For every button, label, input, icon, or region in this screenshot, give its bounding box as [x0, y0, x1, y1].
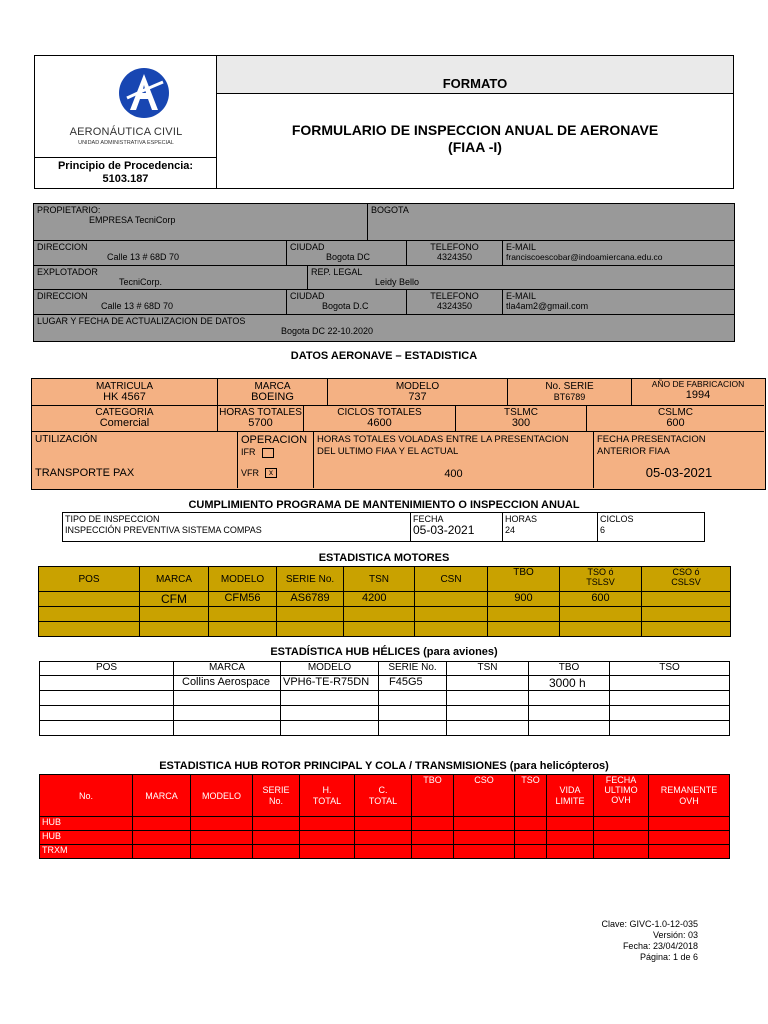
- ciudad-cell: [287, 241, 407, 266]
- rotor-col-tbo: TBO: [412, 775, 454, 817]
- footer-fecha: Fecha: 23/04/2018: [622, 941, 698, 951]
- table-cell: [253, 817, 300, 831]
- fecha-presentacion-label-2: ANTERIOR FIAA: [597, 446, 670, 457]
- table-cell: [454, 831, 515, 845]
- horas-totales-cell: [218, 406, 304, 432]
- table-cell: [140, 622, 209, 637]
- telefono-label: TELEFONO: [430, 242, 479, 252]
- matricula-label: MATRICULA: [95, 381, 154, 392]
- categoria-label: CATEGORIA: [95, 407, 154, 418]
- table-row: [40, 676, 730, 691]
- table-row: [40, 721, 730, 736]
- org-subtitle: UNIDAD ADMINISTRATIVA ESPECIAL: [78, 140, 174, 146]
- rotor-header-row: [40, 775, 730, 817]
- lugar-fecha-label: LUGAR Y FECHA DE ACTUALIZACION DE DATOS: [37, 316, 246, 326]
- serie-label: No. SERIE: [545, 381, 594, 392]
- fecha-inspeccion-value: 05-03-2021: [413, 523, 475, 537]
- marca-cell: [218, 379, 328, 406]
- operacion-cell: [238, 432, 314, 488]
- footer-pagina: Página: 1 de 6: [639, 952, 698, 962]
- serie-cell: [508, 379, 632, 406]
- rep-legal-cell: [308, 266, 734, 290]
- tslmc-value: 300: [511, 417, 531, 429]
- tipo-inspeccion-label: TIPO DE INSPECCION: [65, 514, 160, 524]
- rotor-col-marca: MARCA: [133, 775, 191, 817]
- table-cell: [415, 592, 488, 607]
- table-cell: [529, 706, 610, 721]
- ciudad2-cell: [287, 290, 407, 315]
- principio-label: Principio de Procedencia:: [57, 160, 194, 172]
- vfr-label: VFR: [241, 467, 259, 478]
- helices-col-modelo: MODELO: [281, 662, 379, 676]
- table-cell: [642, 592, 731, 607]
- tslmc-label: TSLMC: [504, 407, 538, 418]
- table-cell: HUB: [40, 817, 133, 831]
- motores-col-tbo: TBO: [488, 567, 560, 592]
- table-cell: [191, 845, 253, 859]
- email-value: franciscoescobar@indoamiercana.edu.co: [506, 252, 663, 262]
- table-cell: [515, 845, 547, 859]
- rotor-col-tso: TSO: [515, 775, 547, 817]
- table-row: [40, 845, 730, 859]
- telefono2-cell: [407, 290, 503, 315]
- direccion2-value: Calle 13 # 68D 70: [101, 301, 174, 311]
- modelo-cell: [328, 379, 508, 406]
- table-row: [40, 831, 730, 845]
- rep-legal-label: REP. LEGAL: [311, 267, 363, 277]
- helices-table: [39, 661, 730, 736]
- table-cell: AS6789: [277, 592, 344, 607]
- table-cell: [642, 607, 731, 622]
- ciudad2-value: Bogota D.C: [322, 301, 369, 311]
- table-cell: [447, 676, 529, 691]
- rotor-col-remanente: REMANENTE OVH: [649, 775, 730, 817]
- table-cell: [355, 817, 412, 831]
- table-cell: [547, 817, 594, 831]
- table-cell: 3000 h: [529, 676, 610, 691]
- table-cell: 900: [488, 592, 560, 607]
- datos-aeronave-title: DATOS AERONAVE – ESTADISTICA: [290, 350, 478, 362]
- fecha-presentacion-cell: [594, 432, 764, 488]
- table-cell: [447, 691, 529, 706]
- table-cell: [300, 845, 355, 859]
- helices-title: ESTADÍSTICA HUB HÉLICES (para aviones): [270, 646, 498, 658]
- table-cell: [454, 845, 515, 859]
- modelo-value: 737: [408, 391, 427, 403]
- table-row: [39, 622, 731, 637]
- motores-header-row: [39, 567, 731, 592]
- utilizacion-cell: [32, 432, 238, 488]
- table-cell: [560, 607, 642, 622]
- rep-legal-value: Leidy Bello: [375, 277, 420, 287]
- motores-col-marca: MARCA: [140, 567, 209, 592]
- ciclos-totales-label: CICLOS TOTALES: [337, 407, 422, 418]
- table-cell: CFM56: [209, 592, 277, 607]
- horas-totales-value: 5700: [248, 417, 273, 429]
- rotor-col-fecha-ovh: FECHA ULTIMO OVH: [594, 775, 649, 817]
- lugar-fecha-value: Bogota DC 22-10.2020: [281, 326, 374, 336]
- anio-label: AÑO DE FABRICACION: [651, 379, 745, 389]
- horas-voladas-value: 400: [444, 468, 463, 480]
- table-cell: TRXM: [40, 845, 133, 859]
- table-cell: [610, 721, 730, 736]
- horas-voladas-label-1: HORAS TOTALES VOLADAS ENTRE LA PRESENTACION: [317, 434, 569, 445]
- helices-header-row: [40, 662, 730, 676]
- direccion2-cell: [34, 290, 287, 315]
- ciclos-inspeccion-cell: [598, 513, 703, 541]
- horas-voladas-label-2: DEL ULTIMO FIAA Y EL ACTUAL: [317, 446, 459, 457]
- table-cell: [649, 817, 730, 831]
- horas-voladas-cell: [314, 432, 594, 488]
- rotor-col-h-total: H. TOTAL: [300, 775, 355, 817]
- ciudad-value: Bogota DC: [326, 252, 371, 262]
- helices-col-serie: SERIE No.: [379, 662, 447, 676]
- title-line-1: FORMULARIO DE INSPECCION ANUAL DE AERONAVE: [291, 122, 659, 138]
- table-cell: [547, 845, 594, 859]
- utilizacion-label: UTILIZACIÓN: [35, 434, 98, 445]
- ciudad-label: CIUDAD: [290, 242, 325, 252]
- table-cell: [174, 691, 281, 706]
- table-cell: CFM: [140, 592, 209, 607]
- anio-value: 1994: [685, 389, 711, 401]
- document-footer: [601, 919, 698, 963]
- fecha-presentacion-value: 05-03-2021: [645, 465, 713, 480]
- explotador-value: TecniCorp.: [119, 277, 163, 287]
- principio-procedencia: [35, 158, 217, 188]
- table-cell: [133, 817, 191, 831]
- table-cell: [447, 721, 529, 736]
- horas-inspeccion-cell: [503, 513, 598, 541]
- anio-cell: [632, 379, 764, 406]
- form-header: [34, 55, 734, 189]
- table-cell: [39, 622, 140, 637]
- table-cell: [174, 721, 281, 736]
- ciudad2-label: CIUDAD: [290, 291, 325, 301]
- table-cell: [415, 607, 488, 622]
- table-cell: [610, 691, 730, 706]
- rotor-col-serie: SERIE No.: [253, 775, 300, 817]
- ciclos-inspeccion-label: CICLOS: [600, 514, 634, 524]
- table-cell: [277, 622, 344, 637]
- table-cell: [547, 831, 594, 845]
- categoria-value: Comercial: [99, 417, 150, 429]
- table-cell: [412, 831, 454, 845]
- tipo-inspeccion-cell: [63, 513, 411, 541]
- propietario-cell: [34, 204, 368, 241]
- table-cell: [515, 831, 547, 845]
- email2-cell: [503, 290, 734, 315]
- table-cell: [281, 721, 379, 736]
- email2-value: tla4am2@gmail.com: [506, 301, 589, 311]
- logo-area: [35, 56, 217, 158]
- cslmc-value: 600: [666, 417, 685, 429]
- rotor-col-c-total: C. TOTAL: [355, 775, 412, 817]
- table-cell: [253, 845, 300, 859]
- table-row: [40, 817, 730, 831]
- table-cell: [594, 817, 649, 831]
- motores-col-cso: CSO ó CSLSV: [642, 567, 731, 592]
- direccion-label: DIRECCION: [37, 242, 88, 252]
- modelo-label: MODELO: [395, 381, 440, 392]
- ifr-checkbox[interactable]: [262, 448, 274, 458]
- rotor-col-cso: CSO: [454, 775, 515, 817]
- table-cell: [174, 706, 281, 721]
- footer-version: Versión: 03: [652, 930, 698, 940]
- table-row: [40, 691, 730, 706]
- matricula-cell: [32, 379, 218, 406]
- email2-label: E-MAIL: [506, 291, 537, 301]
- table-cell: [488, 622, 560, 637]
- table-cell: [40, 676, 174, 691]
- fecha-inspeccion-cell: [411, 513, 503, 541]
- telefono-value: 4324350: [436, 252, 473, 262]
- table-cell: [300, 817, 355, 831]
- operacion-label: OPERACION: [241, 434, 308, 446]
- fecha-presentacion-label-1: FECHA PRESENTACION: [597, 434, 706, 445]
- inspeccion-section: [62, 512, 705, 542]
- categoria-cell: [32, 406, 218, 432]
- table-cell: [281, 691, 379, 706]
- table-cell: [191, 817, 253, 831]
- horas-inspeccion-label: HORAS: [505, 514, 538, 524]
- table-cell: [209, 622, 277, 637]
- table-cell: [344, 607, 415, 622]
- table-cell: [379, 706, 447, 721]
- ciclos-totales-cell: [304, 406, 456, 432]
- marca-value: BOEING: [251, 391, 294, 403]
- rotor-title: ESTADISTICA HUB ROTOR PRINCIPAL Y COLA / TRANSMISIONES (para helicópteros): [159, 760, 609, 772]
- table-cell: F45G5: [379, 676, 447, 691]
- table-cell: [39, 607, 140, 622]
- cslmc-cell: [587, 406, 764, 432]
- table-cell: [529, 721, 610, 736]
- table-cell: [488, 607, 560, 622]
- serie-value: BT6789: [553, 392, 586, 402]
- table-cell: [191, 831, 253, 845]
- telefono2-value: 4324350: [436, 301, 473, 311]
- direccion-value: Calle 13 # 68D 70: [107, 252, 180, 262]
- table-cell: [412, 845, 454, 859]
- table-cell: [379, 721, 447, 736]
- motores-col-tsn: TSN: [344, 567, 415, 592]
- fecha-inspeccion-label: FECHA: [413, 514, 444, 524]
- table-cell: [40, 691, 174, 706]
- table-cell: 4200: [344, 592, 415, 607]
- helices-col-pos: POS: [40, 662, 174, 676]
- table-cell: [300, 831, 355, 845]
- helices-col-tbo: TBO: [529, 662, 610, 676]
- motores-col-csn: CSN: [415, 567, 488, 592]
- ciclos-inspeccion-value: 6: [600, 525, 606, 535]
- cumplimiento-title: CUMPLIMIENTO PROGRAMA DE MANTENIMIENTO O INSPECCION ANUAL: [188, 499, 580, 511]
- table-cell: [649, 831, 730, 845]
- ifr-label: IFR: [241, 447, 256, 457]
- table-cell: [594, 831, 649, 845]
- tslmc-cell: [456, 406, 587, 432]
- table-cell: HUB: [40, 831, 133, 845]
- principio-code: 5103.187: [102, 173, 149, 185]
- tipo-inspeccion-value: INSPECCIÓN PREVENTIVA SISTEMA COMPAS: [65, 525, 262, 535]
- rotor-col-modelo: MODELO: [191, 775, 253, 817]
- cslmc-label: CSLMC: [657, 407, 693, 418]
- motores-col-tso: TSO ó TSLSV: [560, 567, 642, 592]
- table-cell: [529, 691, 610, 706]
- propietario-value: EMPRESA TecniCorp: [89, 215, 176, 225]
- table-cell: [140, 607, 209, 622]
- table-cell: Collins Aerospace: [174, 676, 281, 691]
- utilizacion-value: TRANSPORTE PAX: [35, 467, 135, 479]
- table-cell: [447, 706, 529, 721]
- explotador-label: EXPLOTADOR: [37, 267, 98, 277]
- ciclos-totales-value: 4600: [367, 417, 392, 429]
- table-row: [40, 706, 730, 721]
- rotor-table: [39, 774, 730, 859]
- table-cell: [355, 845, 412, 859]
- table-cell: [412, 817, 454, 831]
- table-cell: [40, 706, 174, 721]
- aircraft-data-section: [31, 378, 766, 490]
- table-cell: [649, 845, 730, 859]
- rotor-col-vida-limite: VIDA LIMITE: [547, 775, 594, 817]
- telefono-cell: [407, 241, 503, 266]
- table-cell: [39, 592, 140, 607]
- table-cell: [253, 831, 300, 845]
- table-cell: [344, 622, 415, 637]
- table-cell: [415, 622, 488, 637]
- motores-table: [38, 566, 731, 637]
- motores-col-pos: POS: [39, 567, 140, 592]
- aerocivil-logo-icon: [119, 68, 169, 118]
- lugar-fecha-cell: [34, 315, 734, 341]
- table-cell: [642, 622, 731, 637]
- formato-label: FORMATO: [217, 56, 733, 94]
- matricula-value: HK 4567: [103, 391, 146, 403]
- table-row: [39, 607, 731, 622]
- direccion2-label: DIRECCION: [37, 291, 88, 301]
- helices-col-tsn: TSN: [447, 662, 529, 676]
- table-cell: [277, 607, 344, 622]
- table-cell: [515, 817, 547, 831]
- rotor-col-no: No.: [40, 775, 133, 817]
- table-cell: [133, 831, 191, 845]
- table-cell: [209, 607, 277, 622]
- table-cell: [281, 706, 379, 721]
- table-cell: [454, 817, 515, 831]
- marca-label: MARCA: [254, 381, 291, 392]
- explotador-cell: [34, 266, 308, 290]
- org-name: AERONÁUTICA CIVIL: [69, 126, 183, 138]
- propietario-label: PROPIETARIO:: [37, 205, 101, 215]
- table-cell: [355, 831, 412, 845]
- motores-col-serie: SERIE No.: [277, 567, 344, 592]
- vfr-checkbox[interactable]: x: [265, 468, 277, 478]
- helices-col-marca: MARCA: [174, 662, 281, 676]
- table-row: [39, 592, 731, 607]
- table-cell: [560, 622, 642, 637]
- table-cell: VPH6-TE-R75DN: [281, 676, 379, 691]
- motores-col-modelo: MODELO: [209, 567, 277, 592]
- footer-clave: Clave: GIVC-1.0-12-035: [601, 919, 698, 929]
- table-cell: [610, 706, 730, 721]
- table-cell: [379, 691, 447, 706]
- table-cell: [133, 845, 191, 859]
- helices-col-tso: TSO: [610, 662, 730, 676]
- bogota-label: BOGOTA: [371, 205, 409, 215]
- direccion-cell: [34, 241, 287, 266]
- form-title: [217, 94, 733, 188]
- telefono2-label: TELEFONO: [430, 291, 479, 301]
- horas-inspeccion-value: 24: [505, 525, 516, 535]
- table-cell: [40, 721, 174, 736]
- horas-totales-label: HORAS TOTALES: [219, 407, 302, 418]
- bogota-cell: [368, 204, 734, 241]
- title-line-2: (FIAA -I): [448, 139, 502, 155]
- table-cell: [610, 676, 730, 691]
- owner-section: [33, 203, 735, 342]
- table-cell: [594, 845, 649, 859]
- email-cell: [503, 241, 734, 266]
- email-label: E-MAIL: [506, 242, 537, 252]
- table-cell: 600: [560, 592, 642, 607]
- motores-title: ESTADISTICA MOTORES: [318, 552, 450, 564]
